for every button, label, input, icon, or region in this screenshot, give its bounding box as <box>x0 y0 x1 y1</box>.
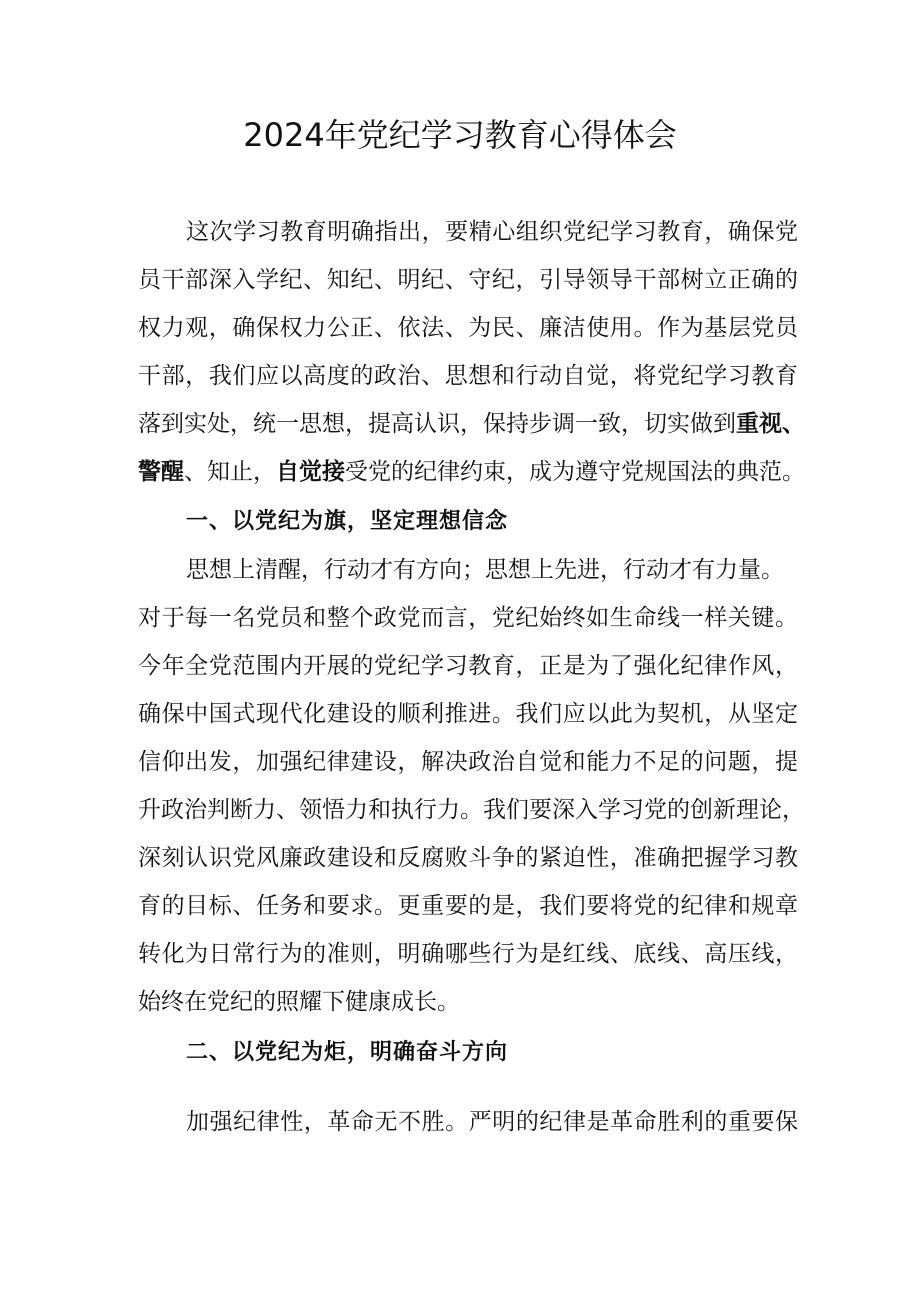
paragraph-2-line-9: 转化为日常行为的准则，明确哪些行为是红线、底线、高压线， <box>138 941 798 967</box>
paragraph-2-line-1: 思想上清醒，行动才有方向；思想上先进，行动才有力量。 <box>186 557 784 583</box>
document-title: 2024年党纪学习教育心得体会 <box>243 116 677 154</box>
paragraph-1-line-3: 权力观，确保权力公正、依法、为民、廉洁使用。作为基层党员 <box>138 315 798 341</box>
paragraph-1-line-6-text: 受党的纪律约束，成为遵守党规国法的典范。 <box>345 459 805 485</box>
paragraph-1-line-6 <box>138 448 805 496</box>
paragraph-1-line-6-text: 、知止， <box>184 459 276 485</box>
section-heading-1: 一、以党纪为旗，坚定理想信念 <box>186 508 509 534</box>
section-heading-2: 二、以党纪为炬，明确奋斗方向 <box>186 1039 509 1065</box>
emphasis-text: 自觉接 <box>276 458 345 485</box>
paragraph-2-line-8: 育的目标、任务和要求。更重要的是，我们要将党的纪律和规章 <box>138 893 798 919</box>
paragraph-1-line-2: 员干部深入学纪、知纪、明纪、守纪，引导领导干部树立正确的 <box>138 267 798 293</box>
paragraph-2-line-4: 确保中国式现代化建设的顺利推进。我们应以此为契机，从坚定 <box>138 701 798 727</box>
paragraph-1-line-5 <box>138 400 805 448</box>
paragraph-2-line-3: 今年全党范围内开展的党纪学习教育，正是为了强化纪律作风， <box>138 653 798 679</box>
paragraph-1-line-5-text: 落到实处，统一思想，提高认识，保持步调一致，切实做到 <box>138 411 736 437</box>
paragraph-1-line-1: 这次学习教育明确指出，要精心组织党纪学习教育，确保党 <box>186 219 798 245</box>
paragraph-2-line-10: 始终在党纪的照耀下健康成长。 <box>138 989 460 1015</box>
paragraph-2-line-7: 深刻认识党风廉政建设和反腐败斗争的紧迫性，准确把握学习教 <box>138 845 798 871</box>
paragraph-1-line-4: 干部，我们应以高度的政治、思想和行动自觉，将党纪学习教育 <box>138 363 798 389</box>
paragraph-3-line-1: 加强纪律性，革命无不胜。严明的纪律是革命胜利的重要保 <box>186 1109 798 1135</box>
paragraph-2-line-6: 升政治判断力、领悟力和执行力。我们要深入学习党的创新理论， <box>138 797 805 823</box>
paragraph-2-line-2: 对于每一名党员和整个政党而言，党纪始终如生命线一样关键。 <box>138 605 798 631</box>
emphasis-text: 警醒 <box>138 458 184 485</box>
paragraph-2-line-5: 信仰出发，加强纪律建设，解决政治自觉和能力不足的问题，提 <box>138 749 798 775</box>
emphasis-text: 重视、 <box>736 410 805 437</box>
